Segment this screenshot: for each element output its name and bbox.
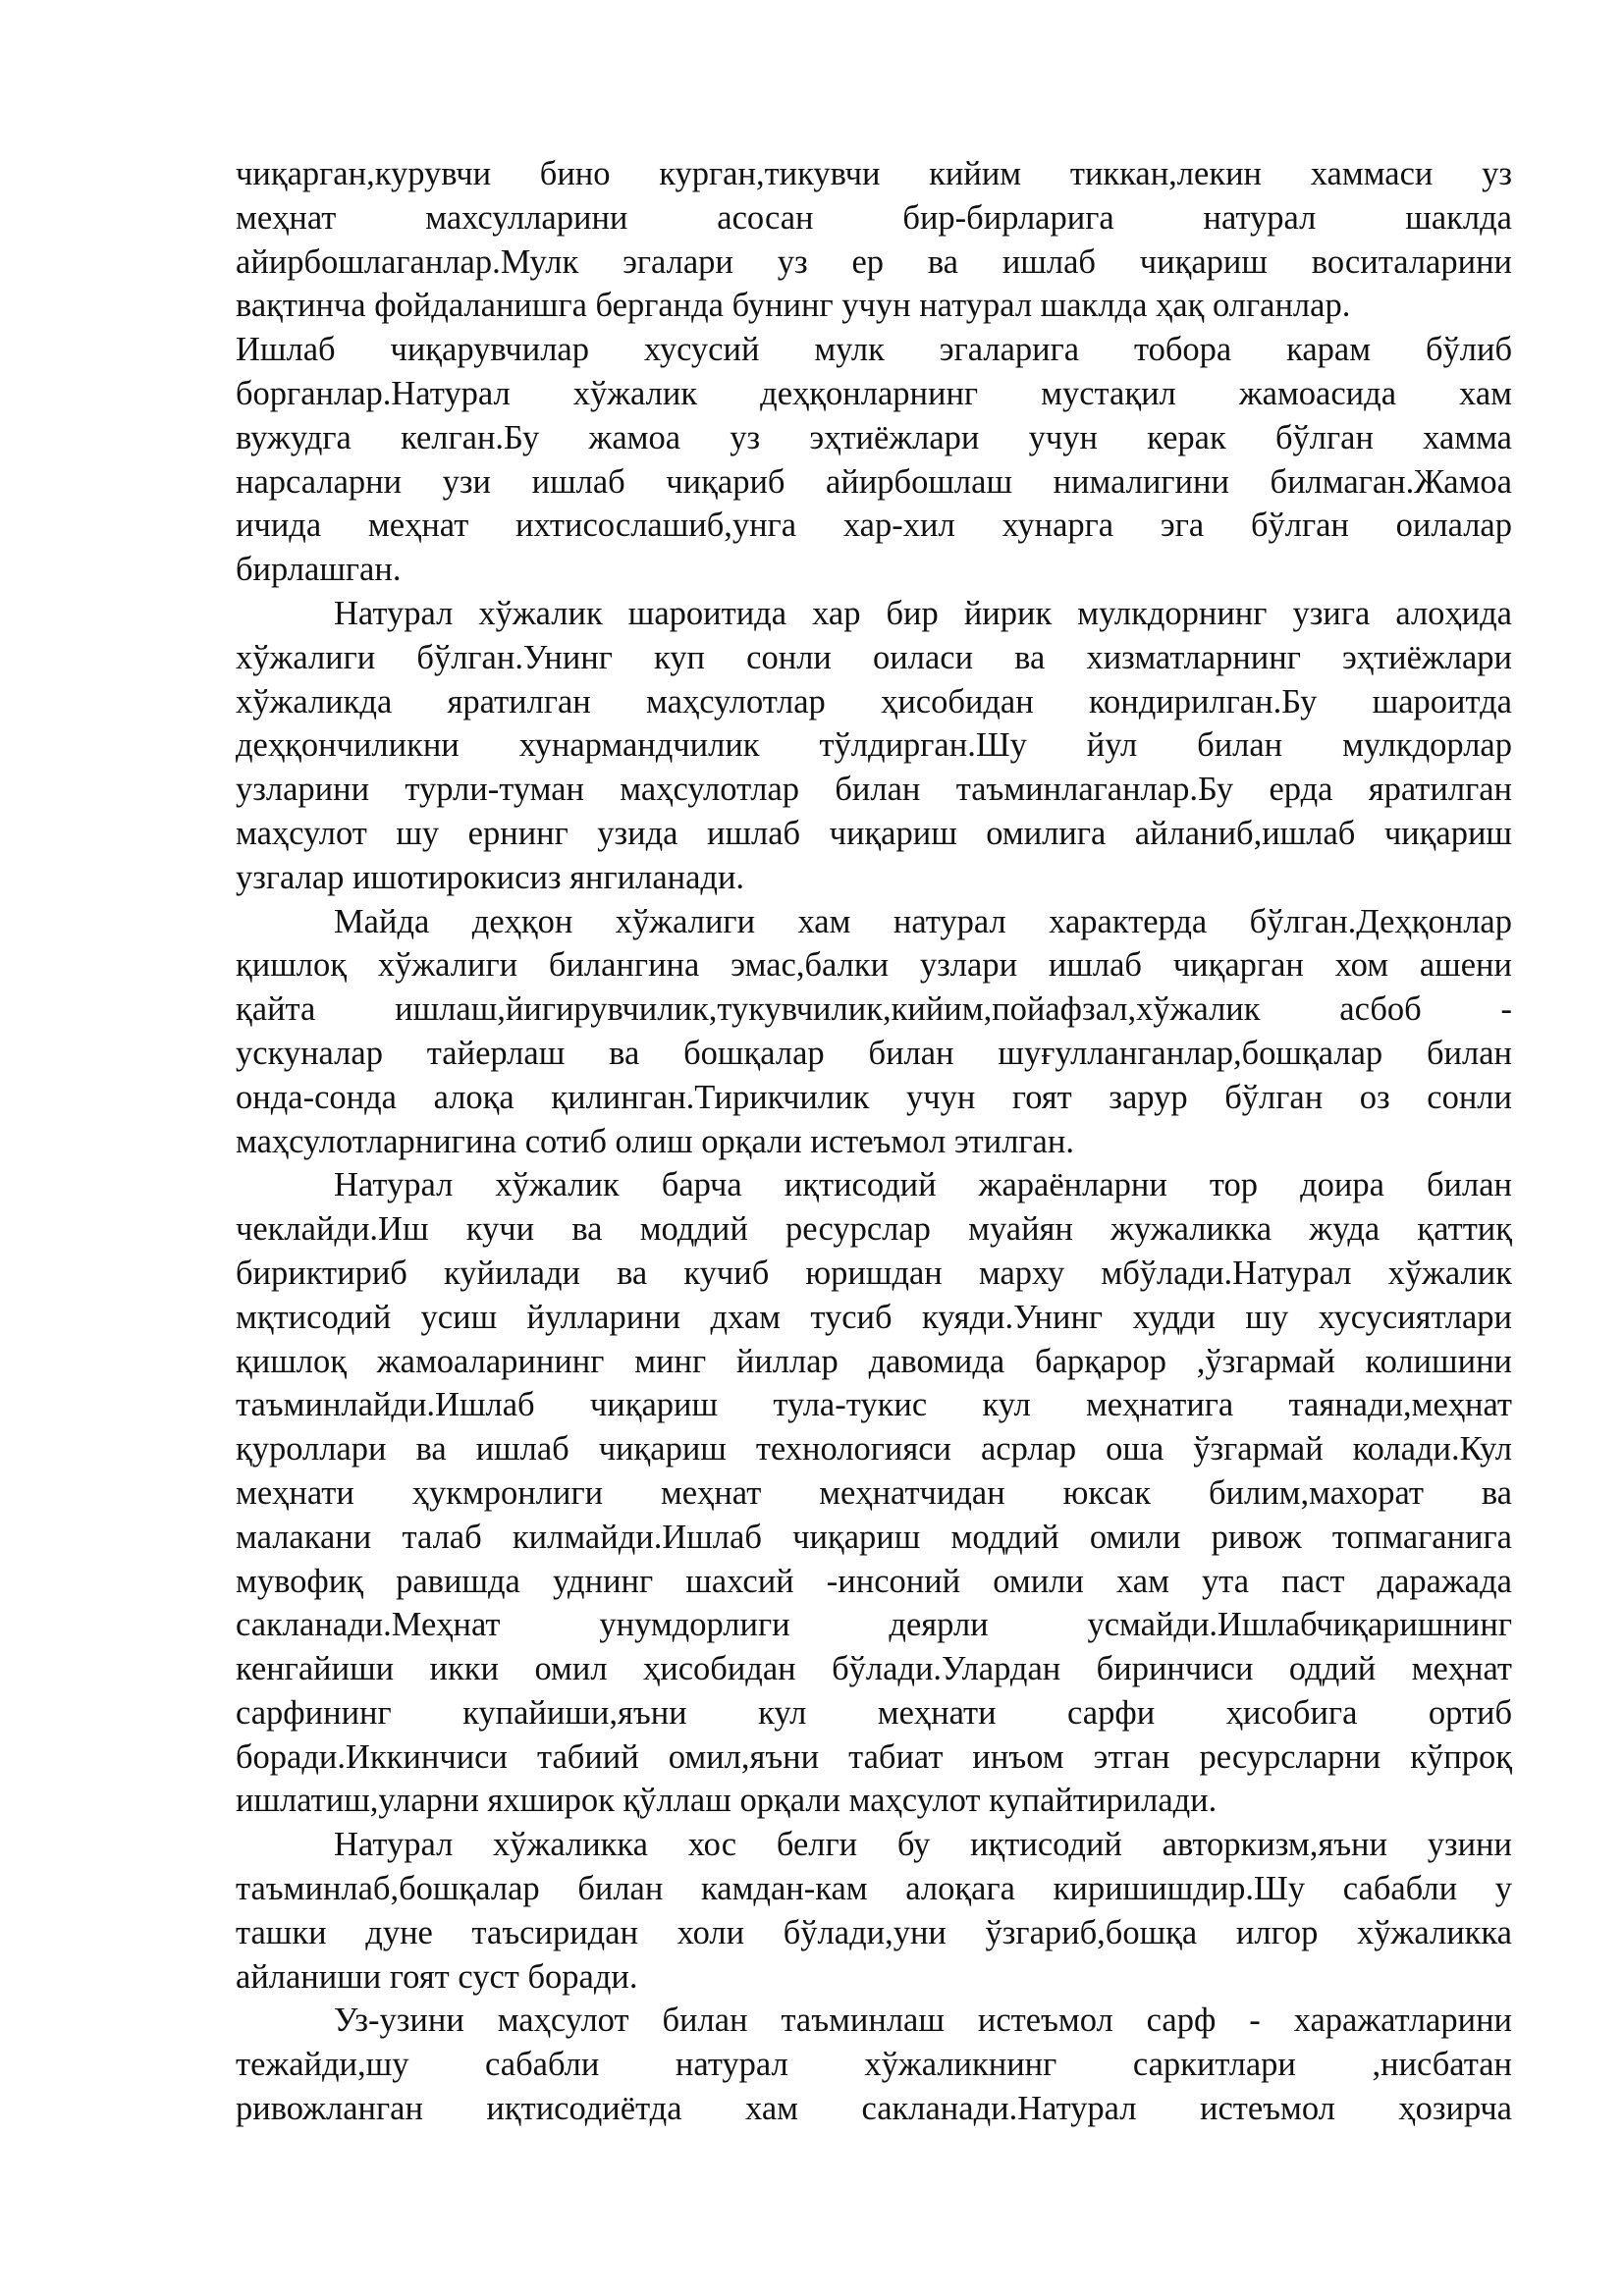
text-line: бириктириб куйилади ва кучиб юришдан марху мбўлади.Натурал хўжалик [236,1254,1512,1292]
text-line: малакани талаб килмайди.Ишлаб чиқариш моддий омили ривож топмаганига [236,1518,1512,1556]
text-line: тежайди,шу сабабли натурал хўжаликнинг саркитлари ,нисбатан [236,2046,1512,2084]
text-line: қайта ишлаш,йигирувчилик,тукувчилик,кийим,пойафзал,хўжалик асбоб - [236,990,1512,1029]
text-line: вужудга келган.Бу жамоа уз эҳтиёжлари учун керак бўлган хамма [236,418,1512,456]
text-line: маҳсулотларнигина сотиб олиш орқали истеъмол этилган. [236,1122,1074,1160]
text-line: меҳнат махсулларини асосан бир-бирларига натурал шаклда [236,198,1512,237]
text-line: нарсаларни узи ишлаб чиқариб айирбошлаш нималигини билмаган.Жамоа [236,462,1512,501]
text-line: борганлар.Натурал хўжалик деҳқонларнинг мустақил жамоасида хам [236,374,1512,412]
text-line: Натурал хўжаликка хос белги бу иқтисодий авторкизм,яъни узини [334,1826,1512,1864]
text-line: қишлоқ хўжалиги билангина эмас,балки узлари ишлаб чиқарган хом ашени [236,946,1512,985]
text-line: таъминлайди.Ишлаб чиқариш тула-тукис кул меҳнатига таянади,меҳнат [236,1386,1512,1424]
text-line: меҳнати ҳукмронлиги меҳнат меҳнатчидан юксак билим,махорат ва [236,1473,1512,1512]
text-line: сакланади.Меҳнат унумдорлиги деярли усмайди.Ишлабчиқаришнинг [236,1606,1512,1644]
text-line: чиқарган,курувчи бино курган,тикувчи кийим тиккан,лекин хаммаси уз [236,155,1512,192]
text-line: хўжаликда яратилган маҳсулотлар ҳисобидан кондирилган.Бу шароитда [236,682,1512,721]
text-line: Натурал хўжалик барча иқтисодий жараёнларни тор доира билан [334,1166,1512,1204]
text-line: сарфининг купайиши,яъни кул меҳнати сарфи ҳисобига ортиб [236,1693,1512,1732]
text-line: ичида меҳнат ихтисослашиб,унга хар-хил хунарга эга бўлган оилалар [236,507,1512,545]
text-line: хўжалиги бўлган.Унинг куп сонли оиласи ва хизматларнинг эҳтиёжлари [236,638,1512,676]
text-line: онда-сонда алоқа қилинган.Тирикчилик учун гоят зарур бўлган оз сонли [236,1078,1512,1116]
text-line: маҳсулот шу ернинг узида ишлаб чиқариш омилига айланиб,ишлаб чиқариш [236,814,1512,852]
text-line: мқтисодий усиш йулларини дхам тусиб куяди.Унинг худди шу хусусиятлари [236,1298,1512,1336]
body-text [236,152,1512,2131]
text-line: айланиши гоят суст боради. [236,1957,638,1996]
text-line: ишлатиш,уларни яхширок қўллаш орқали маҳсулот купайтирилади. [236,1782,1218,1820]
text-line: айирбошлаганлар.Мулк эгалари уз ер ва ишлаб чиқариш воситаларини [236,242,1512,281]
text-line: Майда деҳқон хўжалиги хам натурал характерда бўлган.Деҳқонлар [334,902,1512,940]
text-line: ривожланган иқтисодиётда хам сакланади.Натурал истеъмол ҳозирча [236,2090,1512,2128]
text-line: деҳқончиликни хунармандчилик тўлдирган.Шу йул билан мулкдорлар [236,726,1512,765]
text-line: чеклайди.Иш кучи ва моддий ресурслар муайян жужаликка жуда қаттиқ [236,1210,1512,1249]
text-line: мувофиқ равишда уднинг шахсий -инсоний омили хам ута паст даражада [236,1562,1512,1600]
text-line: ташки дуне таъсиридан холи бўлади,уни ўзгариб,бошқа илгор хўжаликка [236,1913,1512,1951]
text-line: кенгайиши икки омил ҳисобидан бўлади.Улардан биринчиси оддий меҳнат [236,1650,1512,1688]
text-line: бирлашган. [236,551,402,589]
text-line: боради.Иккинчиси табиий омил,яъни табиат инъом этган ресурсларни кўпроқ [236,1737,1512,1776]
text-line: Натурал хўжалик шароитида хар бир йирик мулкдорнинг узига алоҳида [334,594,1512,632]
text-line: қишлоқ жамоаларининг минг йиллар давомида барқарор ,ўзгармай колишини [236,1342,1512,1380]
text-line: Ишлаб чиқарувчилар хусусий мулк эгаларига тобора карам бўлиб [236,331,1512,369]
text-line: қуроллари ва ишлаб чиқариш технологияси асрлар оша ўзгармай колади.Кул [236,1430,1512,1468]
text-line: таъминлаб,бошқалар билан камдан-кам алоқага киришишдир.Шу сабабли у [236,1870,1512,1908]
text-line: вақтинча фойдаланишга берганда бунинг учун натурал шаклда ҳақ олганлар. [236,287,1351,325]
text-line: узларини турли-туман маҳсулотлар билан таъминлаганлар.Бу ерда яратилган [236,771,1512,809]
text-line: узгалар ишотирокисиз янгиланади. [236,858,745,896]
text-line: Уз-узини маҳсулот билан таъминлаш истеъмол сарф - харажатларини [334,2002,1512,2040]
text-line: ускуналар тайерлаш ва бошқалар билан шуғулланганлар,бошқалар билан [236,1034,1512,1072]
